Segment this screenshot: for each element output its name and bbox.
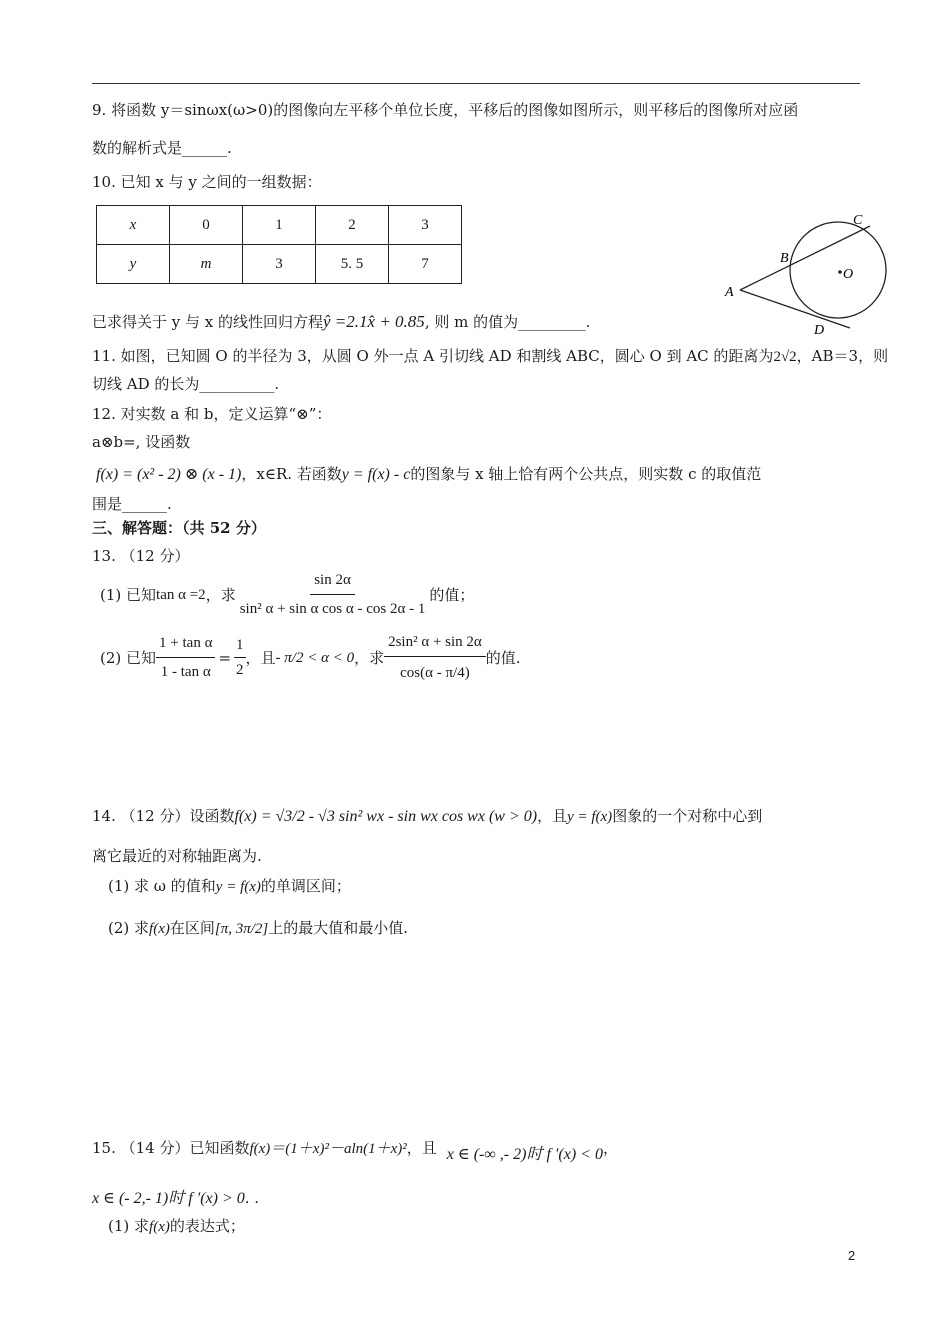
fraction-denominator: 2 (236, 662, 244, 678)
table-cell: x (97, 206, 170, 245)
q14-func2: y = f(x) (567, 809, 613, 825)
q14-p2-b: 在区间 (169, 919, 215, 937)
table-cell: y (97, 245, 170, 284)
table-cell: 0 (170, 206, 243, 245)
q12-line2: a⊗b=, 设函数 (92, 433, 191, 451)
q13-p2-range: - π/2 < α < 0 (275, 649, 355, 666)
q14-p2-func: f(x) (149, 921, 170, 937)
table-cell: 2 (316, 206, 389, 245)
tangent-ad (740, 290, 850, 328)
q14-part1 (108, 876, 351, 897)
q15-line2 (92, 1188, 259, 1209)
data-table (96, 205, 462, 284)
q9-line1: 9. 将函数 y＝sinωx(ω>0)的图像向左平移个单位长度，平移后的图像如图所示，则平移后的图像所对应函 (92, 101, 799, 119)
q15-cond2-end: . . (244, 1189, 260, 1207)
q13-p2-equals: = (218, 648, 232, 667)
q14-p2-a: (2) 求 (108, 919, 150, 937)
q14-func: f(x) = √3/2 - √3 sin² wx - sin wx cos wx (w > 0) (234, 808, 538, 825)
q13-part1 (100, 570, 474, 619)
q15-func: f(x)＝(1＋x)²－aln(1＋x)² (249, 1141, 407, 1157)
q12-func: f(x) = (x² - 2) ⊗ (x - 1) (96, 466, 242, 483)
q14-p2-c: 上的最大值和最小值. (268, 919, 409, 937)
regression-equation: ŷ =2.1x̂ + 0.85 (323, 312, 425, 331)
fraction-numerator: 2sin² α + sin 2α (384, 632, 486, 657)
label-d: D (814, 323, 825, 338)
label-b: B (780, 251, 789, 266)
fraction-denominator: 1 - tan α (160, 664, 211, 680)
fraction-numerator: 1 (234, 635, 246, 658)
q13-p2-half (234, 635, 246, 680)
q10-regression (92, 312, 590, 332)
table-cell: 3 (243, 245, 316, 284)
fraction-denominator: sin² α + sin α cos α - cos 2α - 1 (239, 601, 426, 617)
q14-head: 14. （12 分）设函数 (92, 807, 235, 825)
circle-o (790, 222, 886, 318)
q14-mid: ，且 (537, 807, 568, 825)
q12-line3 (96, 464, 761, 485)
q13-p2-fraction (156, 633, 215, 682)
table-cell: 7 (389, 245, 462, 284)
page-number: 2 (848, 1248, 856, 1263)
label-o: O (843, 267, 854, 282)
q15-part1 (108, 1216, 245, 1237)
label-c: C (853, 213, 863, 228)
q14-p1-a: (1) 求 ω 的值和 (108, 877, 216, 895)
q13-p1-prefix: (1) 已知 (100, 585, 157, 604)
q13-p1-cond: tan α =2 (156, 586, 206, 603)
table-cell: 3 (389, 206, 462, 245)
q12-line4: 围是______. (92, 495, 172, 513)
regression-prefix: 已求得关于 y 与 x 的线性回归方程 (92, 313, 324, 331)
section-title: 三、解答题：（共 52 分） (92, 519, 266, 537)
q13-part2 (100, 632, 521, 683)
q15-comma: ， (602, 1139, 618, 1157)
q13-p2-suffix: 的值. (485, 648, 521, 667)
q12-mid: ，x∈R. 若函数 (241, 465, 342, 483)
q15-cond1: x ∈ (-∞ ,- 2)时 f ′(x) < 0 (446, 1146, 603, 1163)
q14-line2: 离它最近的对称轴距离为. (92, 847, 262, 865)
fraction-numerator: sin 2α (310, 570, 355, 595)
q15-mid: ，且 (406, 1139, 437, 1157)
q12-func2: y = f(x) - c (341, 466, 411, 483)
table-cell: 1 (243, 206, 316, 245)
q14-tail: 图象的一个对称中心到 (612, 807, 763, 825)
center-point (838, 270, 842, 274)
q13-p2-and: ，且 (245, 648, 276, 667)
q12-line1: 12. 对实数 a 和 b，定义运算“⊗”： (92, 405, 332, 423)
q15-line1 (92, 1138, 618, 1163)
table-row (97, 206, 462, 245)
q15-p1-b: 的表达式； (169, 1217, 245, 1235)
q11-text-a: 11. 如图，已知圆 O 的半径为 3，从圆 O 外一点 A 引切线 AD 和割线 ABC，圆心 O 到 AC 的距离为 (92, 347, 774, 365)
q14-part2 (108, 918, 408, 939)
q14-p2-interval: [π, 3π/2] (214, 921, 269, 937)
fraction-denominator: cos(α - π/4) (400, 665, 470, 681)
q13-p2-fraction2 (384, 632, 486, 683)
q10-intro: 10. 已知 x 与 y 之间的一组数据： (92, 173, 322, 191)
q15-cond2: x ∈ (- 2,- 1)时 f ′(x) > 0 (92, 1190, 245, 1207)
q14-line1 (92, 806, 762, 827)
q15-p1-a: (1) 求 (108, 1217, 150, 1235)
q13-p2-mid: ，求 (354, 648, 385, 667)
q13-p1-fraction (236, 570, 430, 619)
circle-figure (718, 204, 898, 340)
table-cell: 5. 5 (316, 245, 389, 284)
q14-p1-b: 的单调区间； (260, 877, 351, 895)
table-row (97, 245, 462, 284)
header-rule (92, 83, 860, 84)
q15-p1-func: f(x) (149, 1219, 170, 1235)
regression-suffix: , 则 m 的值为_________. (424, 313, 591, 331)
q13-head: 13. （12 分） (92, 547, 190, 565)
q13-p1-mid: ，求 (205, 585, 236, 604)
q11-text-b: ，AB＝3，则 (796, 347, 889, 365)
q11-line2: 切线 AD 的长为__________. (92, 375, 280, 393)
q9-line2: 数的解析式是______. (92, 139, 232, 157)
q14-p1-func: y = f(x) (215, 879, 261, 895)
q13-p2-prefix: (2) 已知 (100, 648, 157, 667)
label-a: A (725, 285, 734, 300)
q11-line1 (92, 346, 888, 367)
q15-head: 15. （14 分）已知函数 (92, 1139, 250, 1157)
q13-p1-suffix: 的值； (429, 585, 475, 604)
q11-distance: 2√2 (773, 349, 797, 365)
table-cell: m (170, 245, 243, 284)
q12-end: 的图象与 x 轴上恰有两个公共点，则实数 c 的取值范 (410, 465, 762, 483)
fraction-numerator: 1 + tan α (156, 633, 215, 658)
